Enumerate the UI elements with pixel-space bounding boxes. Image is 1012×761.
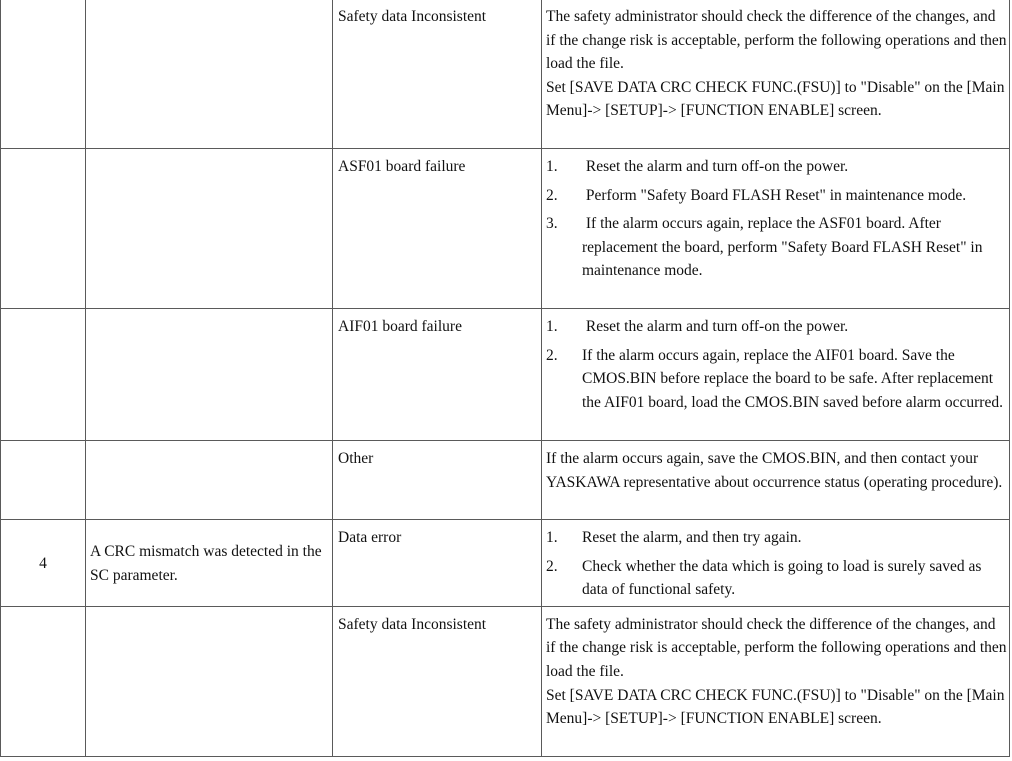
remedy-step bbox=[546, 526, 1007, 550]
remedy-paragraph: The safety administrator should check the difference of the changes, and if the change risk is acceptable, perform the following operations and then load the file. bbox=[546, 615, 1007, 680]
table-row bbox=[1, 520, 1010, 607]
alarm-number-cell: 4 bbox=[1, 520, 86, 607]
remedy-cell bbox=[542, 606, 1010, 756]
table-row bbox=[1, 606, 1010, 756]
alarm-type-cell: ASF01 board failure bbox=[333, 149, 542, 309]
alarm-number-cell bbox=[1, 441, 86, 520]
table-row bbox=[1, 149, 1010, 309]
step-text: Reset the alarm and turn off-on the power. bbox=[582, 158, 849, 175]
step-number: 2. bbox=[546, 186, 558, 204]
step-text: If the alarm occurs again, replace the ASF01 board. After replacement the board, perform "Safety Board FLASH Reset" in maintenance mode. bbox=[582, 215, 987, 280]
step-number: 2. bbox=[546, 557, 558, 575]
table-row bbox=[1, 441, 1010, 520]
remedy-step bbox=[546, 184, 1007, 208]
remedy-paragraph: Set [SAVE DATA CRC CHECK FUNC.(FSU)] to "Disable" on the [Main Menu]-> [SETUP]-> [FUNCTION ENABLE] screen. bbox=[546, 78, 1005, 120]
remedy-cell bbox=[542, 441, 1010, 520]
remedy-step bbox=[546, 555, 1007, 602]
step-number: 2. bbox=[546, 346, 558, 364]
step-text: Reset the alarm and turn off-on the power. bbox=[582, 318, 849, 335]
remedy-cell bbox=[542, 149, 1010, 309]
step-text: Perform "Safety Board FLASH Reset" in maintenance mode. bbox=[582, 186, 967, 204]
alarm-number-cell bbox=[1, 309, 86, 441]
step-number: 1. bbox=[546, 158, 558, 175]
step-number: 1. bbox=[546, 318, 558, 335]
step-text: Reset the alarm, and then try again. bbox=[582, 529, 802, 546]
alarm-number-cell bbox=[1, 0, 86, 149]
step-text: If the alarm occurs again, replace the AIF01 board. Save the CMOS.BIN before replace the board to be safe. After replacement the AIF01 board, load the CMOS.BIN saved before alarm occurred. bbox=[582, 346, 1003, 411]
remedy-paragraph: Set [SAVE DATA CRC CHECK FUNC.(FSU)] to "Disable" on the [Main Menu]-> [SETUP]-> [FUNCTION ENABLE] screen. bbox=[546, 686, 1005, 728]
remedy-paragraph: If the alarm occurs again, save the CMOS.BIN, and then contact your YASKAWA representative about occurrence status (operating procedure). bbox=[546, 450, 1003, 491]
alarm-type-cell: Other bbox=[333, 441, 542, 520]
alarm-type-cell: Safety data Inconsistent bbox=[333, 0, 542, 149]
remedy-cell bbox=[542, 0, 1010, 149]
alarm-cause-cell bbox=[86, 606, 333, 756]
remedy-steps bbox=[546, 526, 1007, 602]
alarm-type-cell: AIF01 board failure bbox=[333, 309, 542, 441]
alarm-number-cell bbox=[1, 606, 86, 756]
remedy-step bbox=[546, 315, 1007, 339]
remedy-cell bbox=[542, 520, 1010, 607]
step-text: Check whether the data which is going to load is surely saved as data of functional safety. bbox=[582, 557, 982, 599]
remedy-step bbox=[546, 212, 1007, 283]
alarm-type-cell: Data error bbox=[333, 520, 542, 607]
alarm-number-cell bbox=[1, 149, 86, 309]
step-number: 1. bbox=[546, 529, 558, 546]
alarm-cause-cell bbox=[86, 0, 333, 149]
step-number: 3. bbox=[546, 215, 558, 233]
alarm-cause-cell: A CRC mismatch was detected in the SC parameter. bbox=[86, 520, 333, 607]
remedy-step bbox=[546, 155, 1007, 179]
remedy-steps bbox=[546, 155, 1007, 283]
alarm-type-cell: Safety data Inconsistent bbox=[333, 606, 542, 756]
table-row bbox=[1, 309, 1010, 441]
remedy-cell bbox=[542, 309, 1010, 441]
alarm-cause-cell bbox=[86, 441, 333, 520]
table-row bbox=[1, 0, 1010, 149]
alarm-cause-cell bbox=[86, 149, 333, 309]
remedy-paragraph: The safety administrator should check the difference of the changes, and if the change risk is acceptable, perform the following operations and then load the file. bbox=[546, 8, 1007, 73]
alarm-cause-cell bbox=[86, 309, 333, 441]
remedy-steps bbox=[546, 315, 1007, 414]
remedy-step bbox=[546, 344, 1007, 415]
